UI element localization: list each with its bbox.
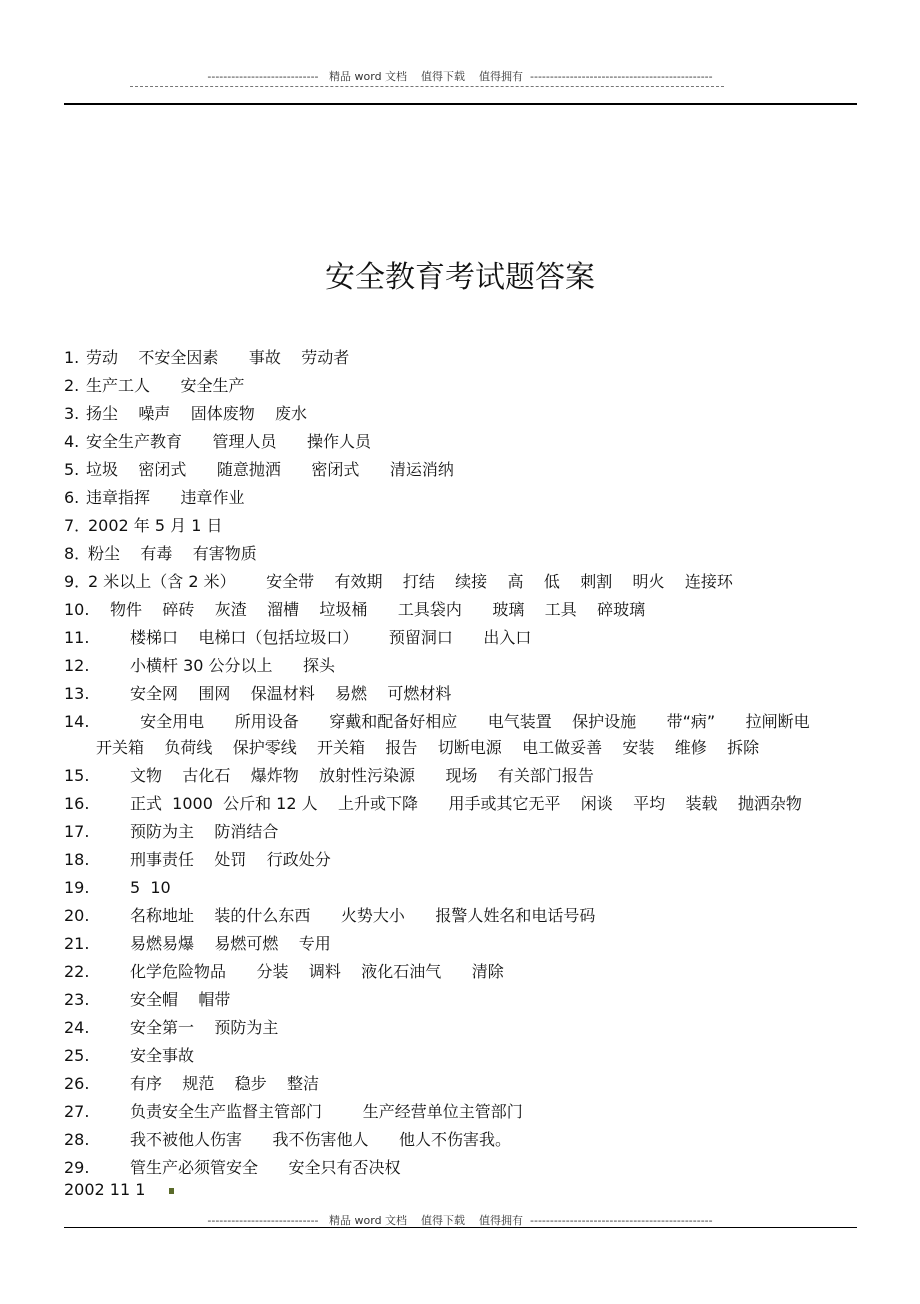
answer-item-4: 4. 安全生产教育 管理人员 操作人员 bbox=[64, 432, 372, 451]
footer-rule bbox=[64, 1227, 857, 1228]
answer-item-18: 18. 刑事责任 处罚 行政处分 bbox=[64, 850, 331, 869]
answer-item-13: 13. 安全网 围网 保温材料 易燃 可燃材料 bbox=[64, 684, 452, 703]
small-mark-icon bbox=[169, 1188, 174, 1194]
answer-item-19: 19. 5 10 bbox=[64, 878, 171, 897]
answer-item-26: 26. 有序 规范 稳步 整洁 bbox=[64, 1074, 320, 1093]
answer-item-17: 17. 预防为主 防消结合 bbox=[64, 822, 279, 841]
answer-item-24: 24. 安全第一 预防为主 bbox=[64, 1018, 279, 1037]
answer-item-14-continuation: 开关箱 负荷线 保护零线 开关箱 报告 切断电源 电工做妥善 安装 维修 拆除 bbox=[96, 738, 760, 757]
answer-item-14: 14. 安全用电 所用设备 穿戴和配备好相应 电气装置 保护设施 带“病” 拉闸断电 开关箱 负荷线 保护零线 开关箱 报告 切断电源 电工做妥善 安装 维修 拆除 bbox=[64, 710, 864, 764]
answer-item-23: 23. 安全帽 帽带 bbox=[64, 990, 231, 1009]
answer-item-21: 21. 易燃易爆 易燃可燃 专用 bbox=[64, 934, 331, 953]
answer-item-28: 28. 我不被他人伤害 我不伤害他人 他人不伤害我。 bbox=[64, 1130, 512, 1149]
answer-item-22: 22. 化学危险物品 分装 调料 液化石油气 清除 bbox=[64, 962, 504, 981]
answer-list bbox=[64, 346, 864, 1184]
answer-item-8: 8．粉尘 有毒 有害物质 bbox=[64, 544, 257, 563]
date-line bbox=[64, 1180, 174, 1199]
answer-item-9: 9．2 米以上（含 2 米） 安全带 有效期 打结 续接 高 低 刺割 明火 连接环 bbox=[64, 572, 733, 591]
header-dashed-line bbox=[130, 86, 724, 87]
answer-item-25: 25. 安全事故 bbox=[64, 1046, 195, 1065]
answer-item-2: 2. 生产工人 安全生产 bbox=[64, 376, 245, 395]
document-title: 安全教育考试题答案 bbox=[325, 260, 595, 295]
answer-item-29: 29. 管生产必须管安全 安全只有否决权 bbox=[64, 1158, 401, 1177]
answer-item-7: 7．2002 年 5 月 1 日 bbox=[64, 516, 223, 535]
answer-item-10: 10. 物件 碎砖 灰渣 溜槽 垃圾桶 工具袋内 玻璃 工具 碎玻璃 bbox=[64, 600, 646, 619]
answer-item-15: 15. 文物 古化石 爆炸物 放射性污染源 现场 有关部门报告 bbox=[64, 766, 594, 785]
answer-item-20: 20. 名称地址 装的什么东西 火势大小 报警人姓名和电话号码 bbox=[64, 906, 596, 925]
answer-item-12: 12. 小横杆 30 公分以上 探头 bbox=[64, 656, 336, 675]
answer-item-5: 5. 垃圾 密闭式 随意抛洒 密闭式 清运消纳 bbox=[64, 460, 454, 479]
header-text: ---------------------------- 精品 word 文档 值得下载 值得拥有 ---------------------------------------------- bbox=[207, 70, 713, 83]
footer-text: ---------------------------- 精品 word 文档 值得下载 值得拥有 ---------------------------------------------- bbox=[207, 1214, 713, 1227]
answer-item-27: 27. 负责安全生产监督主管部门 生产经营单位主管部门 bbox=[64, 1102, 523, 1121]
answer-item-6: 6. 违章指挥 违章作业 bbox=[64, 488, 245, 507]
answer-item-1: 1. 劳动 不安全因素 事故 劳动者 bbox=[64, 348, 350, 367]
date-text: 2002 11 1 bbox=[64, 1180, 146, 1199]
answer-item-3: 3. 扬尘 噪声 固体废物 废水 bbox=[64, 404, 308, 423]
answer-item-16: 16. 正式 1000 公斤和 12 人 上升或下降 用手或其它无平 闲谈 平均 装载 抛洒杂物 bbox=[64, 794, 802, 813]
answer-item-11: 11. 楼梯口 电梯口（包括垃圾口） 预留洞口 出入口 bbox=[64, 628, 532, 647]
header-rule bbox=[64, 103, 857, 105]
